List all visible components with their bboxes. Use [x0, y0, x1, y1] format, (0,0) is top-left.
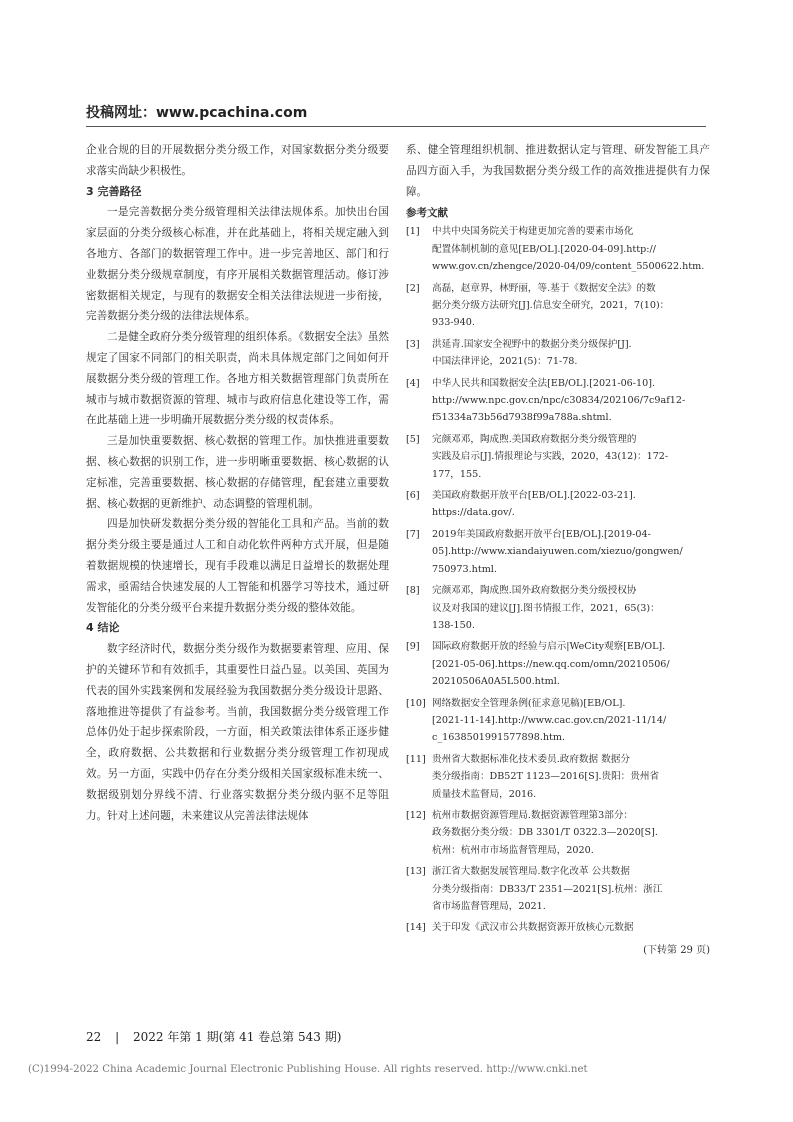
reference-number: [11]: [406, 753, 426, 765]
reference-line: 贵州省大数据标准化技术委员.政府数据 数据分: [432, 753, 630, 765]
reference-text: [432, 863, 710, 915]
reference-line: 2019年美国政府数据开放平台[EB/OL].[2019-04-: [432, 528, 651, 540]
reference-line: 138-150.: [432, 619, 475, 631]
reference-line: 杭州：杭州市市场监督管理局，2020.: [432, 844, 594, 856]
reference-line: 网络数据安全管理条例(征求意见稿)[EB/OL].: [432, 697, 626, 709]
reference-line: 20210506A0A5L500.html.: [432, 676, 560, 688]
reference-text: [432, 582, 710, 634]
reference-item: [406, 695, 710, 747]
reference-number: [13]: [406, 866, 426, 878]
reference-number: [3]: [406, 338, 420, 350]
reference-line: http://www.npc.gov.cn/npc/c30834/202106/7c9af12-: [432, 395, 686, 407]
reference-number: [8]: [406, 585, 420, 597]
reference-line: 据分类分级方法研究[J].信息安全研究，2021，7(10)：: [432, 300, 670, 312]
reference-text: [432, 807, 710, 859]
paragraph: 四是加快研发数据分类分级的智能化工具和产品。当前的数据分类分级主要是通过人工和自动化软件两种方式开展，但是随着数据规模的快速增长，现有手段难以满足日益增长的数据处理需求，亟需结合快速发展的人工智能和机器学习等技术，通过研发智能化的分类分级平台来提升数据分类分级的整体效能。: [86, 518, 389, 614]
reference-text: [432, 336, 710, 371]
reference-line: 177，155.: [432, 468, 482, 480]
reference-line: 分类分级指南：DB33/T 2351—2021[S].杭州：浙江: [432, 883, 663, 895]
paragraph: 一是完善数据分类分级管理相关法律法规体系。加快出台国家层面的分类分级核心标准，并在此基础上，将相关规定融入到各地方、各部门的数据管理工作中。进一步完善地区、部门和行业数据分类分级规章制度，有序开展相关数据管理活动。修订涉密数据相关规定，与现有的数据安全相关法律法规进一步衔接，完善数据分类分级的法律法规体系。: [86, 206, 389, 323]
continued-note: (下转第 29 页): [643, 944, 710, 956]
reference-item: [406, 280, 710, 332]
references-heading: 参考文献: [406, 207, 448, 220]
reference-line: 质量技术监督局，2016.: [432, 788, 537, 800]
reference-line: 完颜邓邓，陶成煦.美国政府数据分类分级管理的: [432, 433, 637, 445]
reference-number: [10]: [406, 697, 426, 709]
reference-item: [406, 487, 710, 522]
reference-line: 中华人民共和国数据安全法[EB/OL].[2021-06-10].: [432, 377, 656, 389]
reference-item: [406, 638, 710, 690]
reference-number: [14]: [406, 922, 426, 934]
copyright-notice: (C)1994-2022 China Academic Journal Electronic Publishing House. All rights reserved. http://www.cnki.net: [28, 1064, 588, 1075]
reference-line: 美国政府数据开放平台[EB/OL].[2022-03-21].: [432, 490, 636, 502]
reference-text: [432, 487, 710, 522]
reference-item: [406, 336, 710, 371]
reference-line: 中共中央国务院关于构建更加完善的要素市场化: [432, 226, 634, 238]
reference-line: 完颜邓邓，陶成煦.国外政府数据分类分级授权协: [432, 585, 637, 597]
reference-item: [406, 863, 710, 915]
reference-text: [432, 526, 710, 578]
paragraph: 三是加快重要数据、核心数据的管理工作。加快推进重要数据、核心数据的识别工作，进一步明晰重要数据、核心数据的认定标准，完善重要数据、核心数据的存储管理，配套建立重要数据、核心数据的更新维护、动态调整的管理机制。: [86, 435, 389, 510]
reference-line: f51334a73b56d7938f99a788a.shtml.: [432, 412, 612, 424]
reference-item: [406, 223, 710, 275]
reference-line: [2021-11-14].http://www.cac.gov.cn/2021-11/14/: [432, 714, 667, 726]
section-heading-3: 3 完善路径: [86, 184, 142, 198]
paragraph: 企业合规的目的开展数据分类分级工作，对国家数据分类分级要求落实尚缺少积极性。: [86, 144, 389, 177]
issue-info: 2022 年第 1 期(第 41 卷总第 543 期): [132, 1030, 342, 1044]
reference-number: [12]: [406, 809, 426, 821]
reference-text: [432, 431, 710, 483]
reference-text: [432, 375, 710, 427]
reference-line: 省市场监督管理局，2021.: [432, 901, 546, 913]
reference-number: [9]: [406, 641, 420, 653]
footer-separator: |: [115, 1030, 120, 1044]
reference-line: 实践及启示[J].情报理论与实践，2020，43(12)：172-: [432, 451, 669, 463]
reference-number: [5]: [406, 433, 420, 445]
reference-line: 933-940.: [432, 317, 475, 329]
journal-website: 投稿网址：www.pcachina.com: [86, 105, 308, 121]
paragraph: 数字经济时代，数据分类分级作为数据要素管理、应用、保护的关键环节和有效抓手，其重要性日益凸显。以美国、英国为代表的国外实践案例和发展经验为我国数据分类分级设计思路、落地推进等提供了有益参考。当前，我国数据分类分级管理工作总体仍处于起步探索阶段，一方面，相关政策法律体系正逐步健全，政府数据、公共数据和行业数据分类分级管理工作初现成效。另一方面，实践中仍存在分类分级相关国家级标准未统一、数据级别划分界线不清、行业落实数据分类分级内驱不足等阻力。针对上述问题，未来建议从完善法律法规体: [86, 643, 389, 822]
reference-text: [432, 695, 710, 747]
reference-line: 05].http://www.xiandaiyuwen.com/xiezuo/gongwen/: [432, 546, 683, 558]
page-footer: [86, 1028, 341, 1045]
reference-line: 关于印发《武汉市公共数据资源开放核心元数据: [432, 922, 634, 934]
reference-line: 浙江省大数据发展管理局.数字化改革 公共数据: [432, 866, 630, 878]
reference-line: 政务数据分类分级：DB 3301/T 0322.3—2020[S].: [432, 827, 658, 839]
section-heading-4: 4 结论: [86, 621, 120, 635]
reference-number: [6]: [406, 490, 420, 502]
paragraph: 系、健全管理组织机制、推进数据认定与管理、研发智能工具产品四方面入手，为我国数据分类分级工作的高效推进提供有力保障。: [406, 144, 710, 198]
reference-item: [406, 582, 710, 634]
reference-number: [1]: [406, 226, 420, 238]
reference-item: [406, 919, 710, 936]
reference-text: [432, 223, 710, 275]
reference-text: [432, 280, 710, 332]
reference-item: [406, 526, 710, 578]
reference-line: 高磊，赵章界，林野丽，等.基于《数据安全法》的数: [432, 282, 656, 294]
reference-number: [7]: [406, 528, 420, 540]
reference-line: c_1638501991577898.htm.: [432, 732, 566, 744]
paragraph: 二是健全政府分类分级管理的组织体系。《数据安全法》虽然规定了国家不同部门的相关职责，尚未具体规定部门之间如何开展数据分类分级的管理工作。各地方相关数据管理部门负责所在城市与城市数据资源的管理、城市与政府信息化建设等工作，需在此基础上进一步明确开展数据分类分级的权责体系。: [86, 331, 389, 427]
reference-line: 类分级指南：DB52T 1123—2016[S].贵阳：贵州省: [432, 771, 660, 783]
reference-text: [432, 919, 710, 936]
left-column: [86, 140, 389, 826]
reference-line: 国际政府数据开放的经验与启示|WeCity观察[EB/OL].: [432, 641, 666, 653]
reference-number: [4]: [406, 377, 420, 389]
reference-list: [406, 223, 710, 936]
reference-item: [406, 431, 710, 483]
page-number: 22: [86, 1030, 102, 1044]
reference-line: https://data.gov/.: [432, 507, 515, 519]
reference-item: [406, 807, 710, 859]
reference-line: 杭州市数据资源管理局.数据资源管理第3部分：: [432, 809, 634, 821]
right-column: [406, 140, 710, 962]
reference-item: [406, 375, 710, 427]
reference-line: [2021-05-06].https://new.qq.com/omn/20210506/: [432, 658, 670, 670]
reference-line: 洪延青.国家安全视野中的数据分类分级保护[J].: [432, 338, 632, 350]
reference-text: [432, 751, 710, 803]
reference-line: 中国法律评论，2021(5)：71-78.: [432, 356, 578, 368]
reference-line: 750973.html.: [432, 563, 497, 575]
reference-text: [432, 638, 710, 690]
reference-item: [406, 751, 710, 803]
header-divider: [86, 126, 706, 127]
reference-line: 配置体制机制的意见[EB/OL].[2020-04-09].http://: [432, 243, 656, 255]
reference-number: [2]: [406, 282, 420, 294]
reference-line: 议及对我国的建议[J].图书情报工作，2021，65(3)：: [432, 602, 660, 614]
reference-line: www.gov.cn/zhengce/2020-04/09/content_5500622.htm.: [432, 261, 705, 273]
